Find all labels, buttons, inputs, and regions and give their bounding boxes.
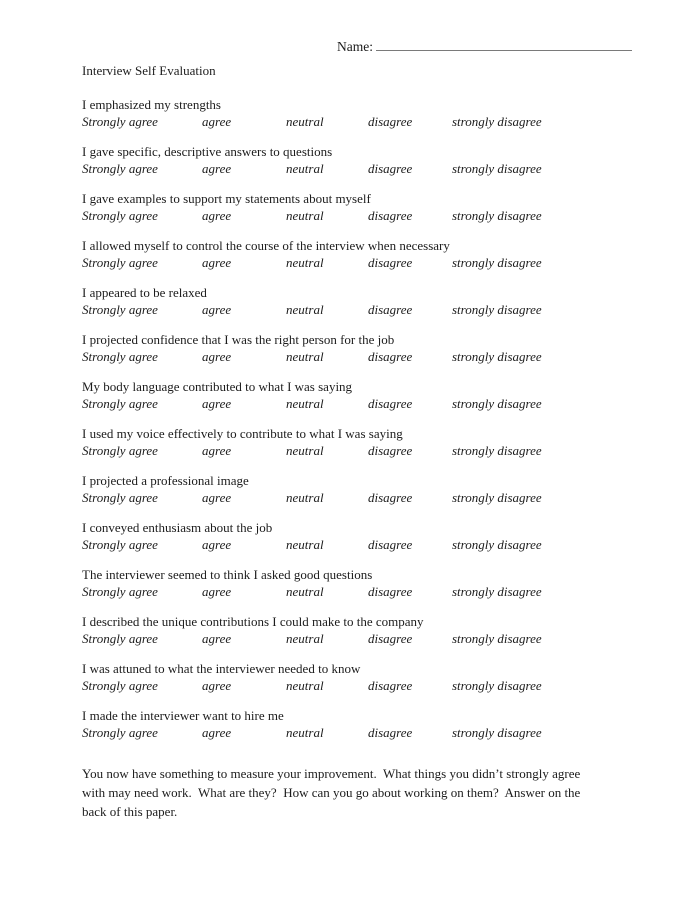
rating-option: disagree xyxy=(368,443,413,458)
rating-option: strongly disagree xyxy=(452,725,542,740)
rating-option: Strongly agree xyxy=(82,349,158,364)
question-statement: I projected confidence that I was the right person for the job xyxy=(82,332,395,347)
rating-option: agree xyxy=(202,678,232,693)
question-statement: My body language contributed to what I was saying xyxy=(82,379,353,394)
rating-option: neutral xyxy=(286,302,324,317)
footer-paragraph xyxy=(82,764,614,821)
rating-option: disagree xyxy=(368,349,413,364)
rating-option: disagree xyxy=(368,396,413,411)
rating-option: Strongly agree xyxy=(82,443,158,458)
question-block xyxy=(82,613,614,647)
rating-option: agree xyxy=(202,114,232,129)
rating-option: disagree xyxy=(368,114,413,129)
rating-option: neutral xyxy=(286,349,324,364)
question-block xyxy=(82,519,614,553)
rating-scale-row xyxy=(82,254,614,271)
rating-option: strongly disagree xyxy=(452,114,542,129)
rating-option: Strongly agree xyxy=(82,584,158,599)
rating-option: Strongly agree xyxy=(82,208,158,223)
rating-option: agree xyxy=(202,490,232,505)
question-statement: I was attuned to what the interviewer needed to know xyxy=(82,661,361,676)
rating-scale-row xyxy=(82,630,614,647)
rating-option: Strongly agree xyxy=(82,490,158,505)
rating-option: neutral xyxy=(286,725,324,740)
question-block xyxy=(82,237,614,271)
rating-option: disagree xyxy=(368,161,413,176)
rating-scale-row xyxy=(82,536,614,553)
question-statement: I gave specific, descriptive answers to questions xyxy=(82,144,333,159)
rating-option: neutral xyxy=(286,678,324,693)
rating-option: agree xyxy=(202,631,232,646)
question-block xyxy=(82,96,614,130)
rating-option: disagree xyxy=(368,537,413,552)
question-statement: I used my voice effectively to contribute to what I was saying xyxy=(82,426,403,441)
question-statement: I allowed myself to control the course of the interview when necessary xyxy=(82,238,450,253)
rating-option: strongly disagree xyxy=(452,584,542,599)
question-block xyxy=(82,378,614,412)
rating-option: agree xyxy=(202,161,232,176)
question-block xyxy=(82,190,614,224)
rating-option: neutral xyxy=(286,443,324,458)
name-blank-line xyxy=(376,39,632,51)
rating-option: disagree xyxy=(368,584,413,599)
rating-option: strongly disagree xyxy=(452,443,542,458)
rating-option: strongly disagree xyxy=(452,396,542,411)
rating-option: agree xyxy=(202,349,232,364)
rating-option: neutral xyxy=(286,490,324,505)
rating-option: neutral xyxy=(286,208,324,223)
rating-scale-row xyxy=(82,583,614,600)
rating-option: Strongly agree xyxy=(82,255,158,270)
rating-option: disagree xyxy=(368,631,413,646)
question-block xyxy=(82,566,614,600)
questions-list xyxy=(82,96,614,741)
rating-option: agree xyxy=(202,584,232,599)
page-title: Interview Self Evaluation xyxy=(82,63,216,78)
rating-option: neutral xyxy=(286,631,324,646)
rating-scale-row xyxy=(82,442,614,459)
question-block xyxy=(82,284,614,318)
rating-option: agree xyxy=(202,537,232,552)
question-statement: The interviewer seemed to think I asked good questions xyxy=(82,567,373,582)
question-statement: I described the unique contributions I could make to the company xyxy=(82,614,424,629)
rating-option: neutral xyxy=(286,396,324,411)
rating-option: neutral xyxy=(286,584,324,599)
question-statement: I made the interviewer want to hire me xyxy=(82,708,284,723)
question-statement: I projected a professional image xyxy=(82,473,249,488)
rating-option: disagree xyxy=(368,725,413,740)
rating-option: agree xyxy=(202,302,232,317)
rating-option: Strongly agree xyxy=(82,631,158,646)
rating-option: agree xyxy=(202,208,232,223)
rating-option: neutral xyxy=(286,114,324,129)
rating-option: disagree xyxy=(368,678,413,693)
name-label: Name: xyxy=(337,39,373,54)
rating-scale-row xyxy=(82,301,614,318)
rating-option: strongly disagree xyxy=(452,490,542,505)
rating-scale-row xyxy=(82,395,614,412)
rating-option: strongly disagree xyxy=(452,161,542,176)
rating-option: strongly disagree xyxy=(452,302,542,317)
rating-option: strongly disagree xyxy=(452,678,542,693)
rating-option: Strongly agree xyxy=(82,537,158,552)
rating-option: agree xyxy=(202,443,232,458)
question-statement: I conveyed enthusiasm about the job xyxy=(82,520,273,535)
rating-option: Strongly agree xyxy=(82,725,158,740)
name-field-row xyxy=(337,38,614,55)
question-block xyxy=(82,425,614,459)
rating-option: strongly disagree xyxy=(452,255,542,270)
rating-option: Strongly agree xyxy=(82,396,158,411)
rating-option: strongly disagree xyxy=(452,208,542,223)
footer-line: You now have something to measure your improvement. What things you didn’t strongly agree xyxy=(82,766,581,781)
rating-scale-row xyxy=(82,489,614,506)
rating-scale-row xyxy=(82,348,614,365)
question-block xyxy=(82,331,614,365)
rating-option: neutral xyxy=(286,255,324,270)
rating-option: agree xyxy=(202,725,232,740)
rating-option: neutral xyxy=(286,537,324,552)
question-statement: I emphasized my strengths xyxy=(82,97,221,112)
rating-option: Strongly agree xyxy=(82,678,158,693)
rating-option: agree xyxy=(202,396,232,411)
rating-option: strongly disagree xyxy=(452,537,542,552)
rating-option: strongly disagree xyxy=(452,631,542,646)
rating-option: disagree xyxy=(368,208,413,223)
question-block xyxy=(82,707,614,741)
rating-option: disagree xyxy=(368,255,413,270)
rating-option: disagree xyxy=(368,490,413,505)
rating-option: Strongly agree xyxy=(82,114,158,129)
footer-line: with may need work. What are they? How can you go about working on them? Answer on the xyxy=(82,785,581,800)
rating-scale-row xyxy=(82,207,614,224)
rating-option: agree xyxy=(202,255,232,270)
rating-scale-row xyxy=(82,677,614,694)
footer-line: back of this paper. xyxy=(82,804,178,819)
rating-option: neutral xyxy=(286,161,324,176)
question-block xyxy=(82,472,614,506)
question-block xyxy=(82,143,614,177)
rating-scale-row xyxy=(82,160,614,177)
rating-option: Strongly agree xyxy=(82,161,158,176)
rating-scale-row xyxy=(82,113,614,130)
rating-option: disagree xyxy=(368,302,413,317)
question-block xyxy=(82,660,614,694)
rating-option: Strongly agree xyxy=(82,302,158,317)
question-statement: I appeared to be relaxed xyxy=(82,285,207,300)
rating-option: strongly disagree xyxy=(452,349,542,364)
rating-scale-row xyxy=(82,724,614,741)
question-statement: I gave examples to support my statements about myself xyxy=(82,191,371,206)
